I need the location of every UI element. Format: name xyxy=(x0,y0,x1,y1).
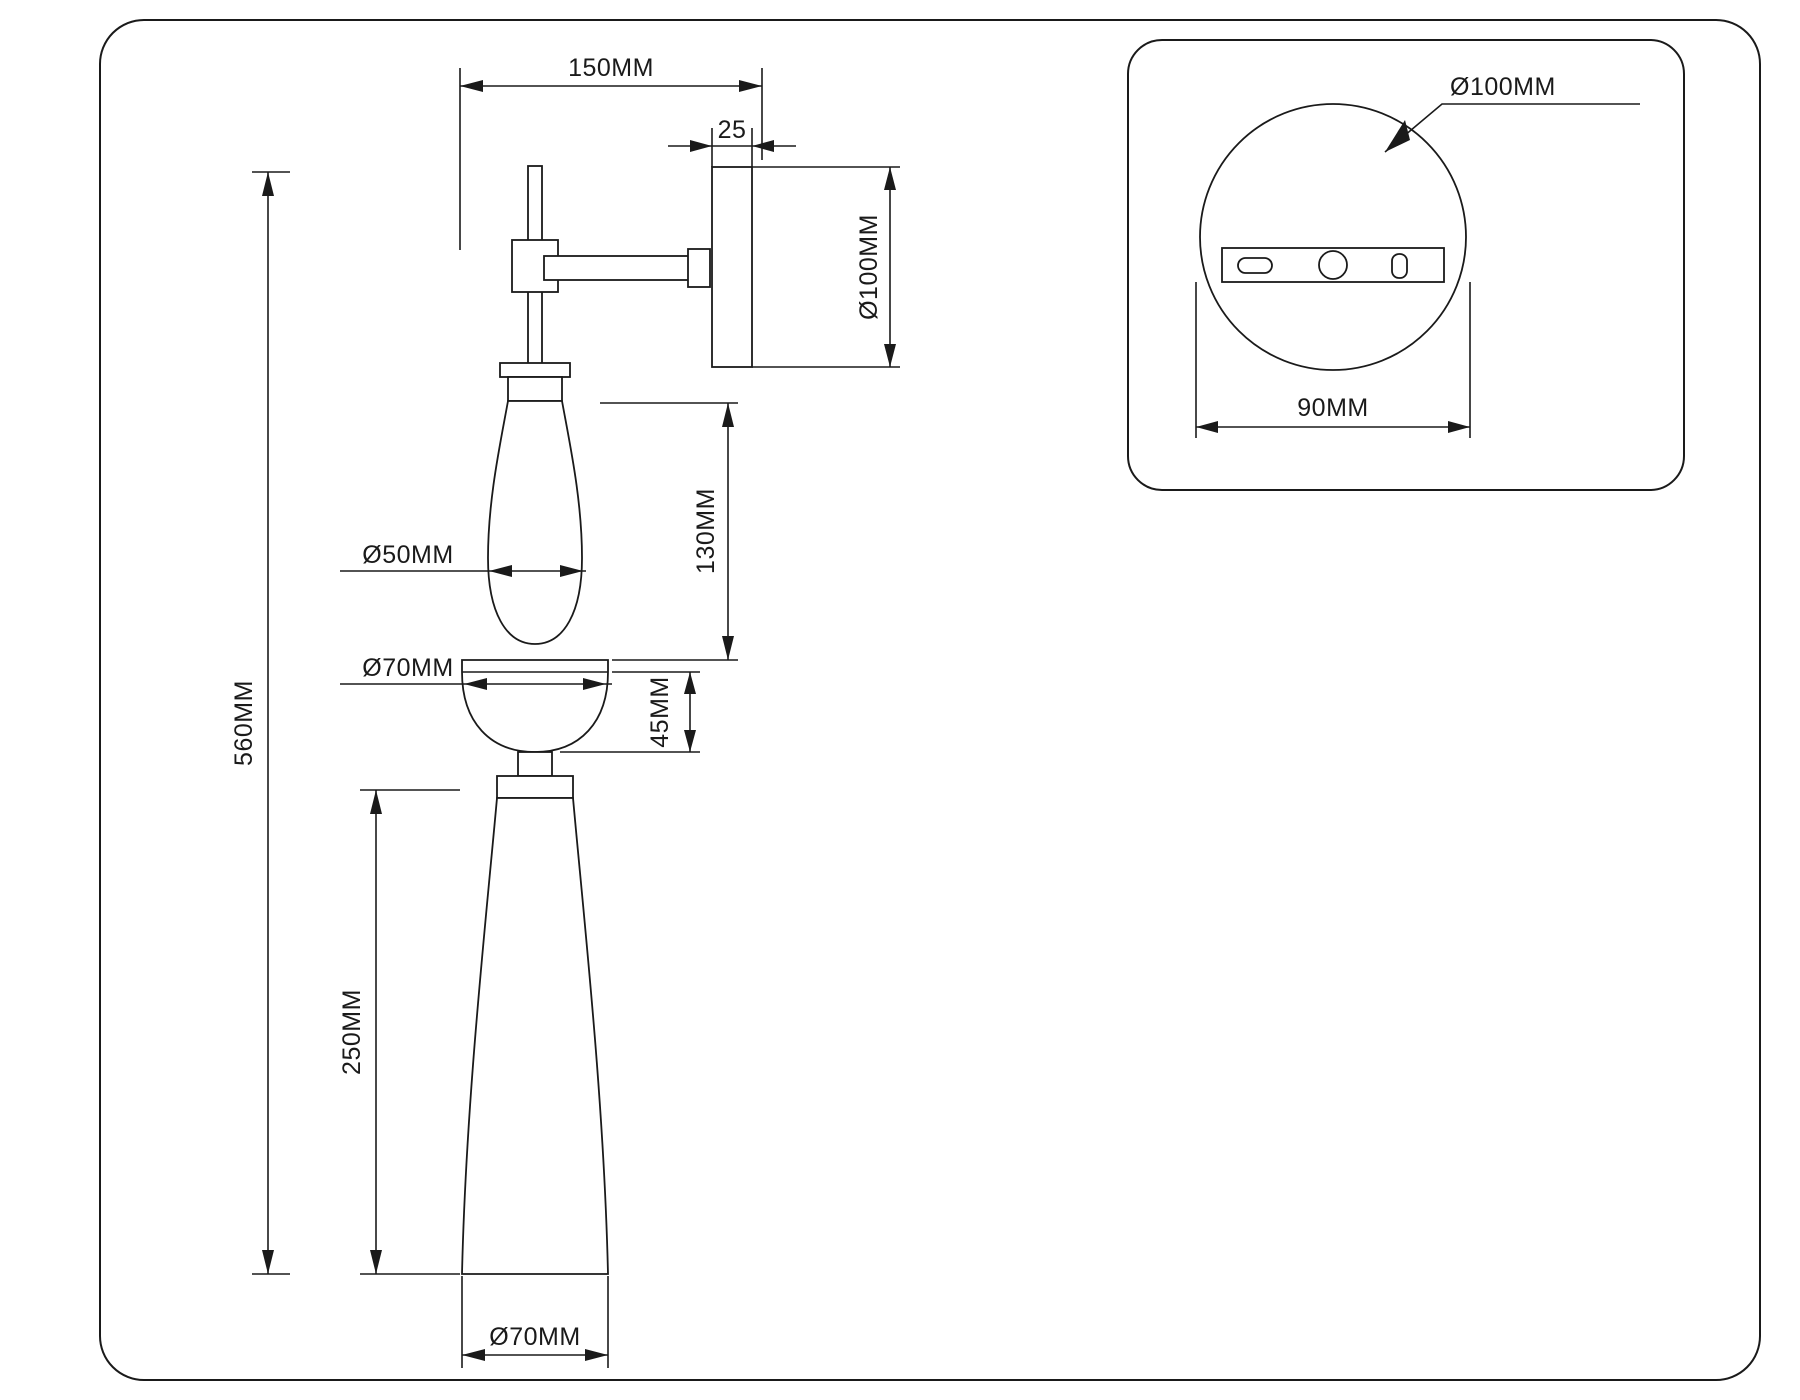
dim-mount-diameter-label: Ø100MM xyxy=(1450,73,1556,101)
dim-plate-thickness-label: 25 xyxy=(717,116,747,144)
lamp-shade-connector xyxy=(518,752,552,776)
dim-total-arrow-top xyxy=(262,172,274,196)
dim-total-arrow-bottom xyxy=(262,1250,274,1274)
dim-shade-arrow-top xyxy=(370,790,382,814)
lamp-shade-cap xyxy=(497,776,573,798)
dim-total-height-label: 560MM xyxy=(230,680,258,766)
dim-arm-arrow-right xyxy=(739,80,762,92)
dim-plate-dia-arrow-bottom xyxy=(884,344,896,367)
dim-plate-arrow-left xyxy=(690,140,712,152)
mount-plate-circle xyxy=(1200,104,1466,370)
dim-bowl-arrow-top xyxy=(684,672,696,694)
dim-plate-dia-arrow-top xyxy=(884,167,896,190)
mount-center-hole xyxy=(1319,251,1347,279)
dim-upper-glass-arrow-top xyxy=(722,403,734,427)
mount-slot-left xyxy=(1238,258,1272,273)
lamp-shade-body xyxy=(462,798,608,1274)
dim-shade-dia-arrow-right xyxy=(585,1349,608,1361)
dim-plate-diameter-label: Ø100MM xyxy=(855,214,883,320)
dim-plate-arrow-right xyxy=(752,140,774,152)
mount-width-arrow-left xyxy=(1196,421,1218,433)
dim-shade-height-label: 250MM xyxy=(338,989,366,1075)
lamp-upper-glass-ring xyxy=(500,363,570,377)
lamp-arm-end-collar xyxy=(688,249,710,287)
dim-bracket-width-label: 90MM xyxy=(1297,394,1369,422)
dim-bowl-arrow-bottom xyxy=(684,730,696,752)
dim-bowl-diameter-label: Ø70MM xyxy=(362,654,454,682)
lamp-upper-glass-body xyxy=(488,401,582,644)
lamp-bowl xyxy=(462,660,608,752)
dim-shade-arrow-bottom xyxy=(370,1250,382,1274)
lamp-upper-glass-neck xyxy=(508,377,562,401)
dim-bowl-height-label: 45MM xyxy=(646,676,674,748)
dim-arm-arrow-left xyxy=(460,80,483,92)
dim-upper-glass-height-label: 130MM xyxy=(692,488,720,574)
dim-shade-diameter-label: Ø70MM xyxy=(489,1323,581,1351)
lamp-wall-plate xyxy=(712,167,752,367)
dim-arm-length-label: 150MM xyxy=(568,54,654,82)
mount-slot-right xyxy=(1392,254,1407,278)
dim-upper-glass-diameter-label: Ø50MM xyxy=(362,541,454,569)
mount-width-arrow-right xyxy=(1448,421,1470,433)
dim-shade-dia-arrow-left xyxy=(462,1349,485,1361)
lamp-horizontal-arm xyxy=(544,256,700,280)
sheet-border xyxy=(100,20,1760,1380)
dim-upper-glass-arrow-bottom xyxy=(722,636,734,660)
